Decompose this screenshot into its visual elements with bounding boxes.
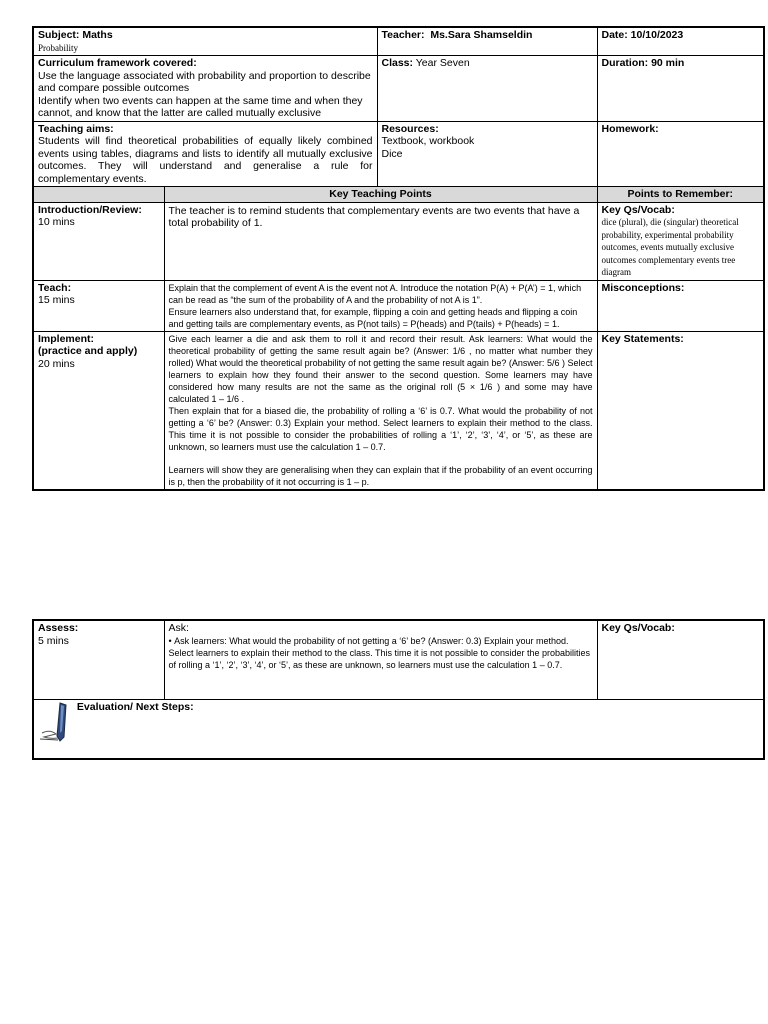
teach-paragraph-1: Explain that the complement of event A is the event not A. Introduce the notation P(A) + P(A’) = 1, which can be read as “the sum of the probability of A and the probability of not A is 1”.: [168, 282, 582, 305]
evaluation-row: [33, 700, 764, 760]
key-qs-vocab-label: Key Qs/Vocab:: [601, 622, 675, 634]
date-label: Date: 10/10/2023: [601, 29, 684, 41]
duration-cell: [597, 56, 764, 122]
ask-label: Ask:: [168, 622, 189, 634]
evaluation-cell: [33, 700, 764, 760]
assess-label: Assess:: [38, 622, 79, 634]
intro-side-cell: [597, 202, 764, 280]
key-qs-vocab-label: Key Qs/Vocab:: [601, 203, 675, 216]
lesson-plan-table: [32, 26, 765, 491]
assess-content-cell: [164, 620, 597, 700]
teach-label-cell: [33, 280, 164, 331]
pen-icon: [38, 701, 74, 745]
aims-text: Students will find theoretical probabilities of equally likely combined events using tables, diagrams and lists to identify all mutually exclusive outcomes. They will understand and generalise a rule for complementary events.: [38, 135, 373, 185]
intro-row: [33, 202, 764, 280]
teacher-name: Ms.Sara Shamseldin: [430, 29, 533, 41]
assessment-table: [32, 619, 765, 760]
implement-sublabel: (practice and apply): [38, 345, 138, 357]
subject-label: Subject: Maths: [38, 29, 113, 41]
remember-header: Points to Remember:: [597, 187, 764, 203]
aims-row: [33, 121, 764, 187]
key-points-header: Key Teaching Points: [164, 187, 597, 203]
teach-label: Teach:: [38, 281, 72, 294]
assess-label-cell: [33, 620, 164, 700]
assess-text: Ask learners: What would the probability of not getting a ‘6’ be? (Answer: 0.3) Explain your method. Select learners to explain their method to the class. This time it is not possible to consider the probabilities of rolling a ‘1’, ‘2’, ‘3’, ‘4’, or ‘5’, as these are unknown, so learners must use the calculation 1 – 0.7.: [168, 635, 591, 670]
resources-cell: [377, 121, 597, 187]
class-value: Year Seven: [415, 57, 470, 69]
teach-side-cell: [597, 280, 764, 331]
class-cell: [377, 56, 597, 122]
misconceptions-label: Misconceptions:: [601, 281, 685, 294]
teach-paragraph-2: Ensure learners also understand that, for example, flipping a coin and getting heads and flipping a coin and getting tails are complementary events, as P(not tails) = P(heads) and P(tails) + P(heads) = 1.: [168, 306, 578, 329]
resource-item: Dice: [381, 147, 403, 160]
teacher-label: Teacher:: [381, 29, 425, 41]
implement-paragraph-3: Learners will show they are generalising when they can explain that if the probability of an event occurring is p, then the probability of it not occurring is 1 – p.: [168, 464, 593, 487]
vocab-text: dice (plural), die (singular) theoretical probability, experimental probability outcomes, events mutually exclusive outcomes complementary events tree diagram: [601, 217, 739, 277]
implement-row: [33, 331, 764, 490]
teach-content-cell: [164, 280, 597, 331]
topic-label: Probability: [38, 42, 78, 53]
teach-time: 15 mins: [38, 294, 75, 306]
intro-time: 10 mins: [38, 216, 75, 228]
bullet-glyph: •: [168, 635, 172, 646]
curriculum-row: [33, 56, 764, 122]
date-cell: [597, 27, 764, 56]
homework-label: Homework:: [601, 122, 659, 135]
implement-label-cell: [33, 331, 164, 490]
implement-content-cell: [164, 331, 597, 490]
curriculum-label: Curriculum framework covered:: [38, 57, 197, 69]
curriculum-cell: [33, 56, 377, 122]
curriculum-line-2: Identify when two events can happen at the same time and when they cannot, and know that the latter are called mutually exclusive: [38, 94, 363, 119]
implement-paragraph-1: Give each learner a die and ask them to roll it and record their result. Ask learners: What would the theoretical probability of getting the same result again be? (Answer: 1/6 , no matter what number they rolled) What would the theoretical probability of not getting the same result again be? (Answer: 5/6 ) Select learners to explain how they found their answer to the second question. Some learners may have considered how many results are not the same as the original roll (5 × 1/6 ) and some may have calculated 1 – 1/6 .: [168, 333, 593, 404]
subject-cell: [33, 27, 377, 56]
assess-side-cell: [597, 620, 764, 700]
implement-label: Implement:: [38, 332, 95, 345]
resources-label: Resources:: [381, 122, 439, 135]
intro-label-cell: [33, 202, 164, 280]
paragraph-gap: [169, 453, 593, 464]
section-header-row: [33, 187, 764, 203]
assess-bullet-item: [169, 635, 593, 671]
intro-text: The teacher is to remind students that complementary events are two events that have a total probability of 1.: [168, 204, 580, 229]
implement-paragraph-2: Then explain that for a biased die, the probability of rolling a ‘6’ is 0.7. What would the probability of not getting a ‘6’ be? (Answer: 0.3) Explain your method. Select learners to explain their method to the class. This time it is not possible to consider the probabilities of rolling a ‘1’, ‘2’, ‘3’, ‘4’, or ‘5’, as these are unknown, so learners must use the calculation 1 – 0.7.: [168, 405, 593, 452]
teach-row: [33, 280, 764, 331]
aims-cell: [33, 121, 377, 187]
implement-side-cell: [597, 331, 764, 490]
evaluation-label: Evaluation/ Next Steps:: [76, 701, 194, 713]
curriculum-line-1: Use the language associated with probability and proportion to describe and compare possible outcomes: [38, 69, 371, 94]
assess-time: 5 mins: [38, 634, 69, 647]
intro-content-cell: [164, 202, 597, 280]
assess-row: [33, 620, 764, 700]
teacher-cell: [377, 27, 597, 56]
key-statements-label: Key Statements:: [601, 332, 684, 345]
aims-label: Teaching aims:: [38, 122, 114, 135]
header-row: [33, 27, 764, 56]
intro-label: Introduction/Review:: [38, 203, 142, 216]
duration-label: Duration: 90 min: [601, 57, 685, 69]
blank-header-cell: [33, 187, 164, 203]
class-label: Class:: [381, 57, 414, 69]
implement-time: 20 mins: [38, 357, 75, 370]
homework-cell: [597, 121, 764, 187]
resource-item: Textbook, workbook: [381, 135, 475, 147]
